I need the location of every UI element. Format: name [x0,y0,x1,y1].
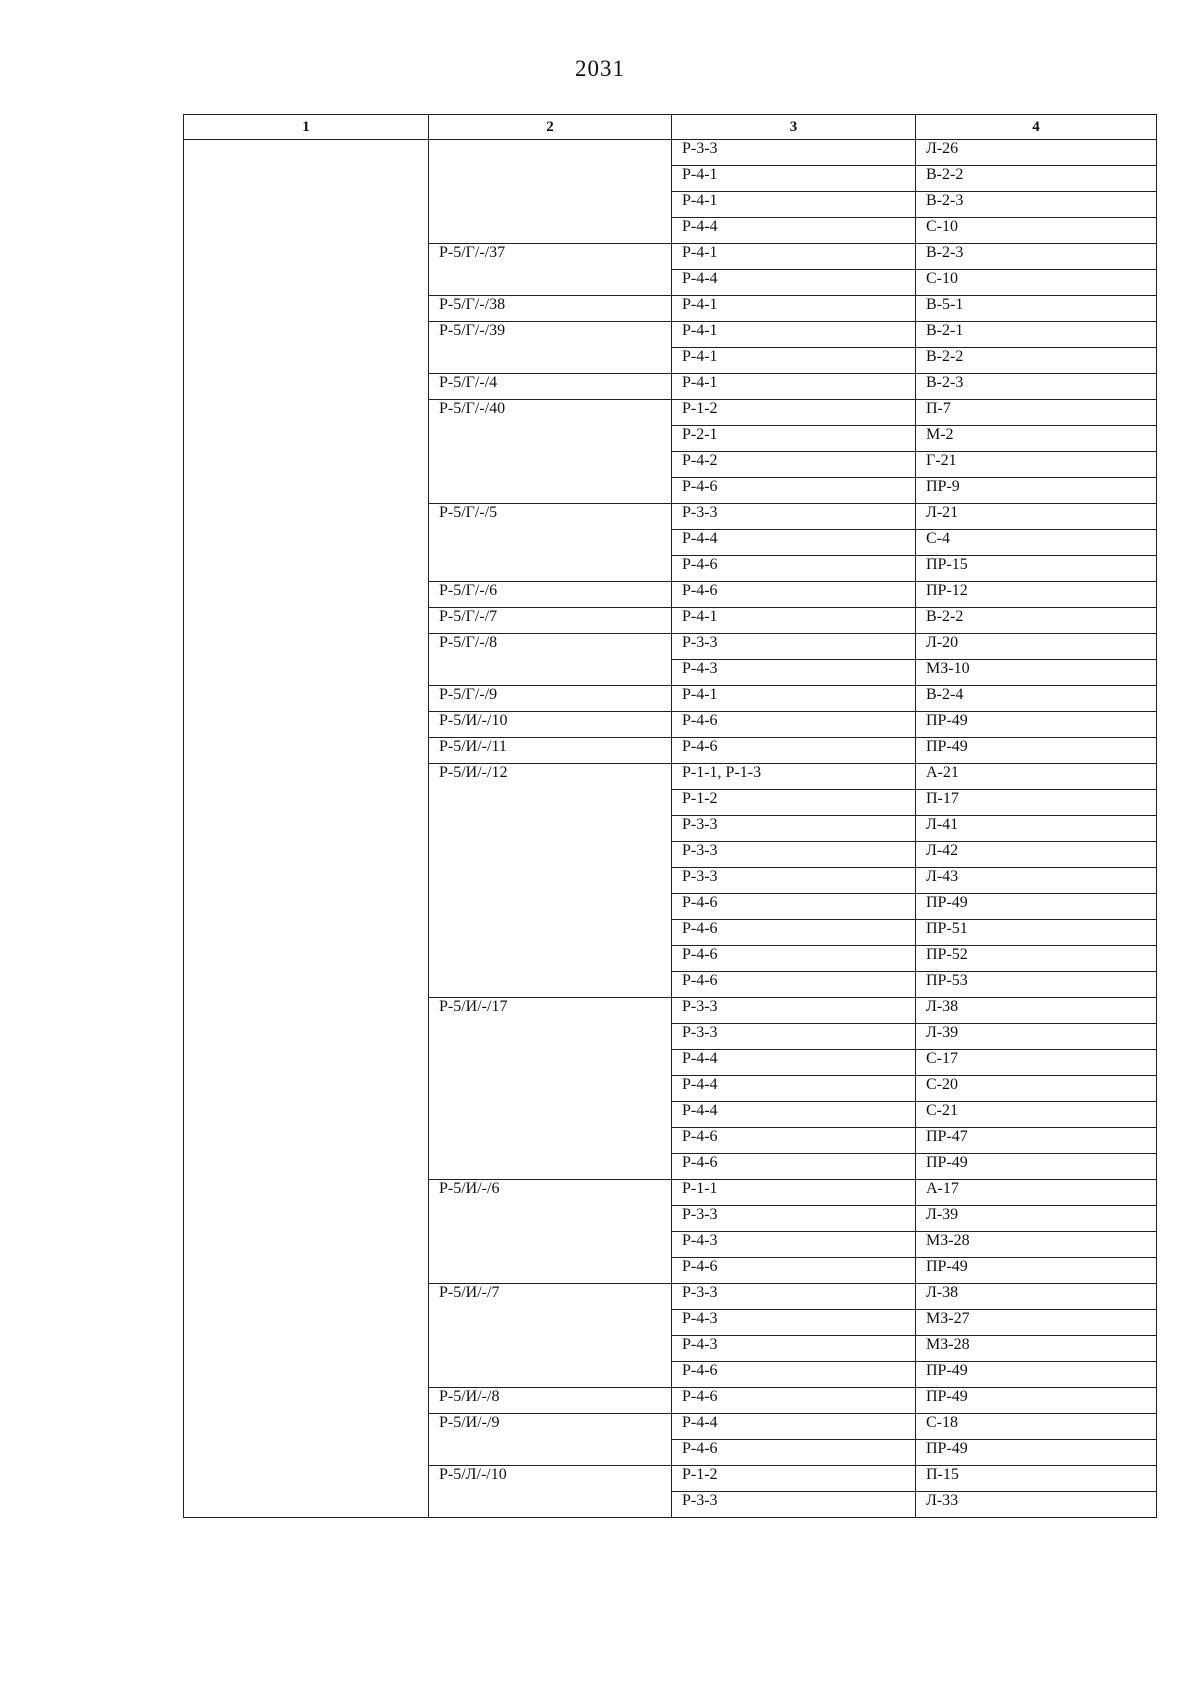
value-cell: ПР-49 [916,1154,1157,1180]
value-cell: В-2-1 [916,322,1157,348]
ref-cell: Р-1-2 [672,790,916,816]
value-cell: С-4 [916,530,1157,556]
ref-cell: Р-3-3 [672,1284,916,1310]
value-cell: Л-39 [916,1206,1157,1232]
code-cell: Р-5/И/-/8 [429,1388,672,1414]
value-cell: С-10 [916,218,1157,244]
value-cell: ПР-49 [916,1388,1157,1414]
ref-cell: Р-2-1 [672,426,916,452]
ref-cell: Р-4-6 [672,1440,916,1466]
value-cell: В-2-2 [916,348,1157,374]
ref-cell: Р-1-2 [672,1466,916,1492]
value-cell: ПР-53 [916,972,1157,998]
value-cell: А-21 [916,764,1157,790]
value-cell: МЗ-28 [916,1232,1157,1258]
value-cell: С-20 [916,1076,1157,1102]
column-header-1: 1 [184,115,429,140]
data-table [183,114,1157,1518]
ref-cell: Р-4-4 [672,1102,916,1128]
ref-cell: Р-4-6 [672,478,916,504]
value-cell: ПР-51 [916,920,1157,946]
code-cell: Р-5/Г/-/8 [429,634,672,686]
ref-cell: Р-4-4 [672,218,916,244]
value-cell: С-10 [916,270,1157,296]
value-cell: Л-41 [916,816,1157,842]
value-cell: Л-42 [916,842,1157,868]
ref-cell: Р-4-3 [672,1232,916,1258]
ref-cell: Р-3-3 [672,868,916,894]
ref-cell: Р-4-6 [672,738,916,764]
ref-cell: Р-4-2 [672,452,916,478]
ref-cell: Р-4-6 [672,556,916,582]
ref-cell: Р-4-6 [672,1388,916,1414]
ref-cell: Р-4-4 [672,1414,916,1440]
code-cell: Р-5/И/-/11 [429,738,672,764]
ref-cell: Р-4-6 [672,712,916,738]
value-cell: ПР-15 [916,556,1157,582]
code-cell: Р-5/Г/-/38 [429,296,672,322]
value-cell: С-21 [916,1102,1157,1128]
ref-cell: Р-1-1 [672,1180,916,1206]
value-cell: ПР-47 [916,1128,1157,1154]
ref-cell: Р-4-1 [672,686,916,712]
ref-cell: Р-4-1 [672,192,916,218]
ref-cell: Р-4-1 [672,244,916,270]
value-cell: ПР-49 [916,738,1157,764]
ref-cell: Р-3-3 [672,998,916,1024]
code-cell: Р-5/Г/-/37 [429,244,672,296]
value-cell: А-17 [916,1180,1157,1206]
code-cell: Р-5/Г/-/9 [429,686,672,712]
value-cell: М-2 [916,426,1157,452]
value-cell: Л-33 [916,1492,1157,1518]
value-cell: ПР-49 [916,1258,1157,1284]
value-cell: ПР-49 [916,712,1157,738]
code-cell: Р-5/Г/-/5 [429,504,672,582]
value-cell: Л-38 [916,1284,1157,1310]
value-cell: ПР-9 [916,478,1157,504]
ref-cell: Р-4-1 [672,322,916,348]
value-cell: Г-21 [916,452,1157,478]
code-cell: Р-5/Г/-/6 [429,582,672,608]
ref-cell: Р-4-1 [672,348,916,374]
ref-cell: Р-4-6 [672,946,916,972]
table-row [184,140,1157,166]
ref-cell: Р-4-6 [672,1258,916,1284]
ref-cell: Р-4-6 [672,1154,916,1180]
header-row [184,115,1157,140]
value-cell: В-2-4 [916,686,1157,712]
value-cell: В-2-3 [916,374,1157,400]
value-cell: Л-26 [916,140,1157,166]
code-cell: Р-5/Г/-/4 [429,374,672,400]
ref-cell: Р-4-6 [672,1362,916,1388]
ref-cell: Р-1-2 [672,400,916,426]
ref-cell: Р-4-1 [672,608,916,634]
code-cell: Р-5/И/-/10 [429,712,672,738]
ref-cell: Р-3-3 [672,140,916,166]
ref-cell: Р-3-3 [672,816,916,842]
value-cell: ПР-49 [916,1440,1157,1466]
value-cell: Л-20 [916,634,1157,660]
ref-cell: Р-4-4 [672,1050,916,1076]
ref-cell: Р-3-3 [672,1206,916,1232]
ref-cell: Р-4-3 [672,1310,916,1336]
value-cell: В-2-3 [916,192,1157,218]
value-cell: Л-43 [916,868,1157,894]
value-cell: ПР-12 [916,582,1157,608]
code-cell: Р-5/И/-/17 [429,998,672,1180]
code-cell: Р-5/И/-/9 [429,1414,672,1466]
value-cell: МЗ-27 [916,1310,1157,1336]
code-cell: Р-5/Г/-/7 [429,608,672,634]
column-header-2: 2 [429,115,672,140]
ref-cell: Р-4-6 [672,920,916,946]
page-number: 2031 [575,56,625,81]
value-cell: МЗ-10 [916,660,1157,686]
column-header-4: 4 [916,115,1157,140]
code-cell: Р-5/Г/-/40 [429,400,672,504]
ref-cell: Р-3-3 [672,504,916,530]
value-cell: П-15 [916,1466,1157,1492]
code-cell: Р-5/И/-/6 [429,1180,672,1284]
ref-cell: Р-4-6 [672,1128,916,1154]
ref-cell: Р-4-6 [672,972,916,998]
code-cell: Р-5/Г/-/39 [429,322,672,374]
value-cell: В-2-2 [916,608,1157,634]
ref-cell: Р-3-3 [672,1024,916,1050]
ref-cell: Р-4-3 [672,1336,916,1362]
ref-cell: Р-3-3 [672,1492,916,1518]
table-body [184,115,1157,1518]
value-cell: В-2-3 [916,244,1157,270]
value-cell: Л-39 [916,1024,1157,1050]
ref-cell: Р-4-6 [672,582,916,608]
code-cell: Р-5/Л/-/10 [429,1466,672,1518]
ref-cell: Р-4-3 [672,660,916,686]
value-cell: С-17 [916,1050,1157,1076]
value-cell: Л-21 [916,504,1157,530]
value-cell: П-17 [916,790,1157,816]
ref-cell: Р-1-1, Р-1-3 [672,764,916,790]
code-cell: Р-5/И/-/12 [429,764,672,998]
ref-cell: Р-4-4 [672,530,916,556]
value-cell: С-18 [916,1414,1157,1440]
ref-cell: Р-4-1 [672,296,916,322]
column-header-3: 3 [672,115,916,140]
value-cell: ПР-49 [916,894,1157,920]
ref-cell: Р-3-3 [672,842,916,868]
ref-cell: Р-4-4 [672,270,916,296]
ref-cell: Р-4-1 [672,374,916,400]
ref-cell: Р-4-4 [672,1076,916,1102]
value-cell: МЗ-28 [916,1336,1157,1362]
column-1-cell [184,140,429,1518]
value-cell: П-7 [916,400,1157,426]
value-cell: В-2-2 [916,166,1157,192]
ref-cell: Р-4-1 [672,166,916,192]
value-cell: ПР-49 [916,1362,1157,1388]
ref-cell: Р-3-3 [672,634,916,660]
code-cell: Р-5/И/-/7 [429,1284,672,1388]
value-cell: ПР-52 [916,946,1157,972]
value-cell: В-5-1 [916,296,1157,322]
value-cell: Л-38 [916,998,1157,1024]
code-cell [429,140,672,244]
ref-cell: Р-4-6 [672,894,916,920]
